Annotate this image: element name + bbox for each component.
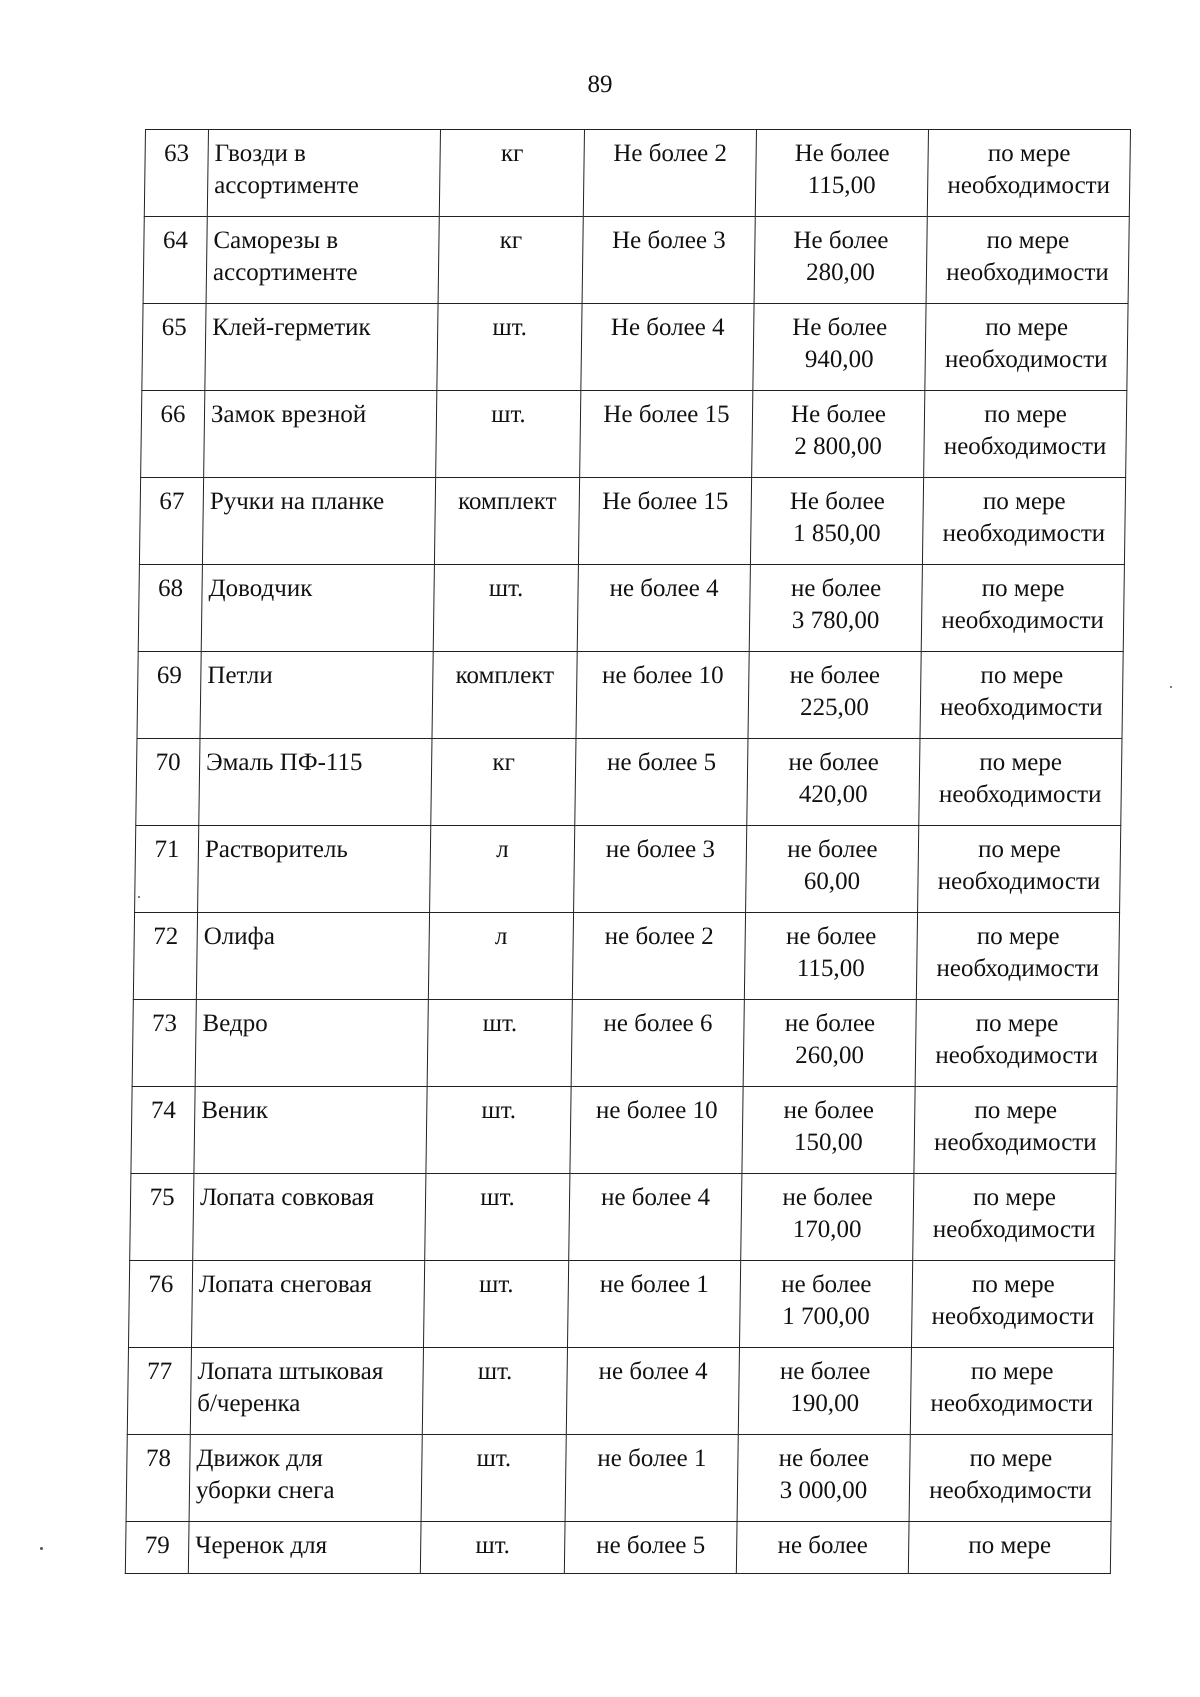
price-cell (741, 1174, 914, 1261)
period-line: по мере (980, 662, 1064, 689)
price-line: Не более (790, 401, 887, 428)
item-name-cell (201, 565, 434, 652)
items-table (125, 129, 1131, 1574)
row-number-cell: 70 (136, 739, 200, 826)
price-cell (739, 1261, 912, 1348)
item-name-cell (191, 1261, 424, 1348)
period-line: необходимости (931, 1303, 1095, 1330)
item-name-line: Эмаль ПФ-115 (205, 749, 363, 776)
period-cell (918, 826, 1121, 913)
price-line: 60,00 (803, 868, 861, 895)
item-name-line: ассортименте (214, 172, 359, 199)
item-name-cell (190, 1348, 423, 1435)
item-name-cell (195, 1000, 428, 1087)
period-line: по мере (976, 923, 1060, 950)
item-name-line: Растворитель (204, 836, 349, 863)
price-cell (738, 1348, 911, 1435)
item-name-line: Доводчик (208, 575, 313, 602)
unit-cell: шт. (436, 391, 581, 478)
price-line: не более (784, 1010, 876, 1037)
period-line: по мере (986, 227, 1070, 254)
period-line: по мере (982, 488, 1066, 515)
price-line: Не более (792, 314, 888, 341)
period-line: необходимости (936, 955, 1100, 982)
price-cell (753, 304, 926, 391)
item-name-line: уборки снега (195, 1477, 335, 1504)
period-line: по мере (968, 1532, 1052, 1559)
row-number-cell: 68 (138, 565, 202, 652)
item-name-line: Движок для (196, 1445, 324, 1472)
table-row (132, 1000, 1118, 1087)
item-name-line: Олифа (203, 923, 276, 950)
period-line: по мере (974, 1097, 1058, 1124)
period-cell (927, 130, 1130, 217)
item-name-line: Лопата штыковая (197, 1358, 384, 1385)
row-number-cell: 66 (141, 391, 205, 478)
quantity-cell: не более 1 (567, 1261, 740, 1348)
period-cell (924, 391, 1127, 478)
period-cell (914, 1087, 1117, 1174)
item-name-cell (188, 1522, 421, 1574)
price-line: не более (778, 1445, 870, 1472)
price-line: 3 780,00 (791, 607, 880, 634)
price-cell (749, 565, 922, 652)
row-number-cell: 74 (131, 1087, 195, 1174)
unit-cell: шт. (427, 1000, 572, 1087)
row-number-cell: 79 (125, 1522, 189, 1574)
unit-cell: комплект (432, 652, 577, 739)
period-line: по мере (981, 575, 1065, 602)
unit-cell: шт. (423, 1261, 568, 1348)
price-line: Не более (793, 227, 889, 254)
period-cell (919, 739, 1122, 826)
item-name-cell (189, 1435, 422, 1522)
quantity-cell: не более 10 (576, 652, 749, 739)
price-line: не более (779, 1358, 871, 1385)
period-line: необходимости (938, 781, 1102, 808)
table-row (137, 652, 1123, 739)
quantity-cell: Не более 2 (583, 130, 756, 217)
item-name-cell (194, 1087, 427, 1174)
period-cell (925, 304, 1128, 391)
quantity-cell: не более 6 (571, 1000, 744, 1087)
item-name-line: б/черенка (197, 1390, 301, 1417)
item-name-line: Черенок для (195, 1532, 328, 1559)
table-row (125, 1522, 1111, 1574)
quantity-cell: не более 10 (570, 1087, 743, 1174)
item-name-cell (204, 391, 437, 478)
period-line: по мере (970, 1358, 1054, 1385)
price-line: Не более (794, 140, 890, 167)
period-line: по мере (969, 1445, 1053, 1472)
table-row (143, 217, 1129, 304)
period-cell (915, 1000, 1118, 1087)
price-line: 1 700,00 (781, 1303, 870, 1330)
unit-cell: кг (438, 217, 583, 304)
price-line: не более (785, 923, 877, 950)
price-cell (747, 739, 920, 826)
item-name-cell (199, 739, 432, 826)
price-line: не более (783, 1097, 875, 1124)
price-line: 150,00 (793, 1129, 863, 1156)
price-cell (742, 1087, 915, 1174)
item-name-cell (207, 130, 440, 217)
scan-speck (40, 1547, 43, 1550)
quantity-cell: не более 4 (577, 565, 750, 652)
table-row (126, 1435, 1112, 1522)
scan-speck (138, 896, 140, 898)
price-line: 115,00 (807, 172, 876, 199)
unit-cell: л (428, 913, 573, 1000)
unit-cell: шт. (426, 1087, 571, 1174)
row-number-cell: 73 (132, 1000, 196, 1087)
unit-cell: шт. (420, 1522, 565, 1574)
row-number-cell: 76 (128, 1261, 192, 1348)
table-body (125, 130, 1130, 1574)
unit-cell: шт. (437, 304, 582, 391)
quantity-cell: не более 5 (564, 1522, 737, 1574)
row-number-cell: 78 (126, 1435, 190, 1522)
table-row (136, 739, 1122, 826)
item-name-line: Гвозди в (214, 140, 307, 167)
quantity-cell: не более 2 (572, 913, 745, 1000)
row-number-cell: 72 (133, 913, 197, 1000)
quantity-cell: Не более 4 (581, 304, 754, 391)
period-line: необходимости (933, 1129, 1097, 1156)
price-line: 3 000,00 (779, 1477, 868, 1504)
row-number-cell: 77 (127, 1348, 191, 1435)
period-cell (916, 913, 1119, 1000)
price-cell (736, 1522, 909, 1574)
price-line: 170,00 (792, 1216, 862, 1243)
period-line: необходимости (930, 1390, 1094, 1417)
item-name-line: Петли (207, 662, 273, 689)
price-line: не более (788, 749, 879, 776)
item-name-cell (206, 217, 439, 304)
price-cell (752, 391, 925, 478)
table-row (142, 304, 1128, 391)
row-number-cell: 67 (139, 478, 203, 565)
unit-cell: шт. (425, 1174, 570, 1261)
period-line: необходимости (942, 520, 1106, 547)
price-cell (737, 1435, 910, 1522)
period-line: по мере (975, 1010, 1059, 1037)
quantity-cell: не более 3 (574, 826, 747, 913)
item-name-cell (205, 304, 438, 391)
period-line: необходимости (947, 172, 1111, 199)
price-line: 225,00 (799, 694, 869, 721)
period-line: по мере (985, 314, 1069, 341)
table-row (141, 391, 1127, 478)
price-line: Не более (789, 488, 885, 515)
page-number: 89 (587, 71, 613, 98)
row-number-cell: 75 (130, 1174, 194, 1261)
price-cell (755, 130, 928, 217)
period-line: необходимости (939, 694, 1103, 721)
period-cell (922, 478, 1125, 565)
period-line: по мере (979, 749, 1063, 776)
period-line: необходимости (946, 259, 1109, 286)
period-cell (921, 565, 1124, 652)
item-name-cell (196, 913, 429, 1000)
item-name-cell (202, 478, 435, 565)
table-row (128, 1261, 1114, 1348)
unit-cell: комплект (434, 478, 579, 565)
period-line: необходимости (944, 346, 1108, 373)
row-number-cell: 64 (143, 217, 207, 304)
price-line: 1 850,00 (792, 520, 881, 547)
scan-speck (1170, 686, 1172, 688)
period-line: по мере (973, 1184, 1057, 1211)
period-cell (920, 652, 1123, 739)
quantity-cell: не более 1 (565, 1435, 738, 1522)
unit-cell: кг (439, 130, 584, 217)
quantity-cell: не более 4 (569, 1174, 742, 1261)
table-row (127, 1348, 1113, 1435)
price-cell (746, 826, 919, 913)
price-line: 940,00 (804, 346, 874, 373)
unit-cell: шт. (421, 1435, 566, 1522)
price-cell (754, 217, 927, 304)
period-cell (913, 1174, 1116, 1261)
item-name-line: Замок врезной (210, 401, 367, 428)
price-line: не более (787, 836, 878, 863)
price-line: 260,00 (794, 1042, 865, 1069)
item-name-cell (198, 826, 431, 913)
row-number-cell: 71 (135, 826, 199, 913)
period-line: необходимости (941, 607, 1105, 634)
row-number-cell: 63 (144, 130, 208, 217)
row-number-cell: 65 (142, 304, 206, 391)
period-cell (909, 1435, 1112, 1522)
period-line: по мере (983, 401, 1068, 428)
price-line: не более (777, 1532, 869, 1559)
price-cell (748, 652, 921, 739)
quantity-cell: Не более 15 (580, 391, 753, 478)
item-name-line: Веник (201, 1097, 269, 1124)
price-line: 190,00 (790, 1390, 860, 1417)
table-row (139, 478, 1125, 565)
quantity-cell: не более 5 (575, 739, 748, 826)
price-cell (750, 478, 923, 565)
quantity-cell: не более 4 (566, 1348, 739, 1435)
period-line: по мере (987, 140, 1071, 167)
item-name-line: Лопата совковая (199, 1184, 375, 1211)
period-line: по мере (977, 836, 1061, 863)
price-line: не более (781, 1271, 872, 1298)
table-row (130, 1174, 1116, 1261)
table-row (144, 130, 1130, 217)
period-cell (908, 1522, 1111, 1574)
period-line: по мере (971, 1271, 1055, 1298)
row-number-cell: 69 (137, 652, 201, 739)
price-line: не более (782, 1184, 873, 1211)
table-row (135, 826, 1121, 913)
unit-cell: кг (431, 739, 576, 826)
price-line: 280,00 (805, 259, 876, 286)
price-line: 115,00 (796, 955, 865, 982)
item-name-line: Саморезы в (213, 227, 339, 254)
price-cell (743, 1000, 916, 1087)
table-container (125, 129, 1130, 1573)
period-line: необходимости (932, 1216, 1096, 1243)
item-name-line: ассортименте (212, 259, 358, 286)
price-line: 2 800,00 (794, 433, 883, 460)
price-line: не более (790, 575, 882, 602)
quantity-cell: Не более 15 (578, 478, 751, 565)
period-line: необходимости (929, 1477, 1092, 1504)
price-cell (744, 913, 917, 1000)
unit-cell: шт. (422, 1348, 567, 1435)
period-line: необходимости (943, 433, 1107, 460)
table-row (138, 565, 1124, 652)
item-name-line: Ведро (202, 1010, 268, 1037)
item-name-line: Ручки на планке (209, 488, 385, 515)
unit-cell: шт. (433, 565, 578, 652)
period-cell (910, 1348, 1113, 1435)
table-row (131, 1087, 1117, 1174)
item-name-cell (200, 652, 433, 739)
period-line: необходимости (935, 1042, 1099, 1069)
period-line: необходимости (937, 868, 1101, 895)
quantity-cell: Не более 3 (582, 217, 755, 304)
item-name-line: Клей-герметик (212, 314, 371, 341)
period-cell (926, 217, 1129, 304)
unit-cell: л (430, 826, 575, 913)
item-name-line: Лопата снеговая (198, 1271, 373, 1298)
period-cell (911, 1261, 1114, 1348)
item-name-cell (193, 1174, 426, 1261)
table-row (133, 913, 1119, 1000)
price-line: не более (789, 662, 881, 689)
price-line: 420,00 (798, 781, 868, 808)
